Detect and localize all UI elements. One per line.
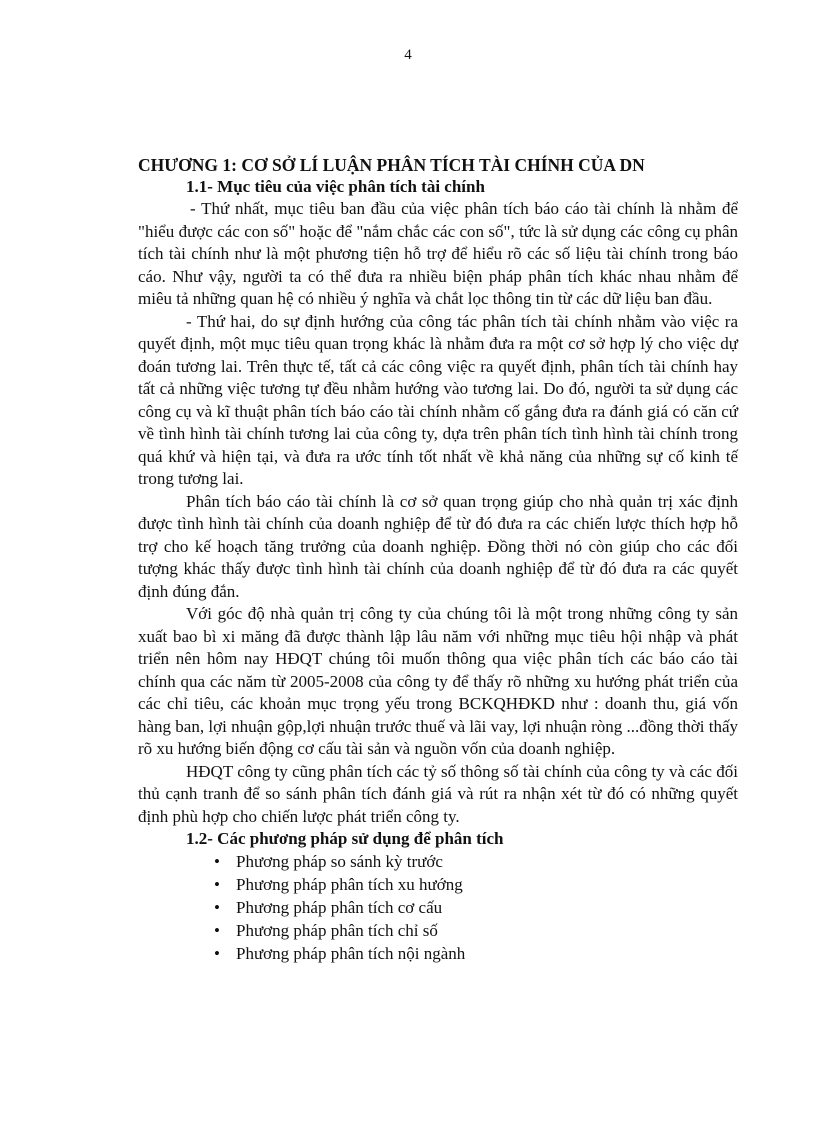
section-1-1-title: 1.1- Mục tiêu của việc phân tích tài chính: [186, 177, 485, 196]
list-item: [214, 896, 738, 919]
section-1-2-title: 1.2- Các phương pháp sử dụng để phân tích: [186, 829, 504, 848]
bullet-icon: •: [214, 852, 220, 871]
chapter-title: CHƯƠNG 1: CƠ SỞ LÍ LUẬN PHÂN TÍCH TÀI CHÍNH CỦA DN: [138, 155, 645, 175]
bullet-icon: •: [214, 921, 220, 940]
list-item: [214, 873, 738, 896]
methods-list: [138, 850, 738, 965]
method-label: Phương pháp phân tích chỉ số: [236, 921, 438, 940]
method-label: Phương pháp phân tích cơ cấu: [236, 898, 443, 917]
method-label: Phương pháp phân tích nội ngành: [236, 944, 466, 963]
page-content: [138, 154, 738, 965]
bullet-icon: •: [214, 898, 220, 917]
paragraph-financial-analysis-basis: Phân tích báo cáo tài chính là cơ sở quan trọng giúp cho nhà quản trị xác định được tình hình tài chính của doanh nghiệp để từ đó đưa ra các chiến lược thích hợp hỗ trợ cho kế hoạch tăng trưởng của doanh nghiệp. Đồng thời nó còn giúp cho các đối tượng khác thấy được tình hình tài chính của doanh nghiệp để từ đó đưa ra các quyết định đúng đắn.: [138, 491, 738, 601]
paragraph-objective-first: - Thứ nhất, mục tiêu ban đầu của việc phân tích báo cáo tài chính là nhằm để "hiểu được các con số" hoặc để "nắm chắc các con số", tức là sử dụng các công cụ phân tích tài chính như là một phương tiện hỗ trợ để hiểu rõ các số liệu tài chính trong báo cáo. Như vậy, người ta có thể đưa ra nhiều biện pháp phân tích khác nhau nhằm để miêu tả những quan hệ có nhiều ý nghĩa và chắt lọc thông tin từ các dữ liệu ban đầu.: [138, 199, 738, 308]
paragraph-management-perspective: Với góc độ nhà quản trị công ty của chúng tôi là một trong những công ty sản xuất bao bì xi măng đã được thành lập lâu năm với những mục tiêu hội nhập và phát triển nên hôm nay HĐQT chúng tôi muốn thông qua việc phân tích các báo cáo tài chính qua các năm từ 2005-2008 của công ty để thấy rõ những xu hướng phát triển của các chỉ tiêu, các khoản mục trọng yếu trong BCKQHĐKD như : doanh thu, giá vốn hàng ban, lợi nhuận gộp,lợi nhuận trước thuế và lãi vay, lợi nhuận ròng ...đồng thời thấy rõ xu hướng biến động cơ cấu tài sản và nguồn vốn của doanh nghiệp.: [138, 604, 738, 758]
method-label: Phương pháp so sánh kỳ trước: [236, 852, 443, 871]
paragraph-objective-second: - Thứ hai, do sự định hướng của công tác phân tích tài chính nhằm vào việc ra quyết định, một mục tiêu quan trọng khác là nhằm đưa ra một cơ sở hợp lý cho việc dự đoán tương lai. Trên thực tế, tất cả các công việc ra quyết định, phân tích tài chính hay tất cả những việc tương tự đều nhằm hướng vào tương lai. Do đó, người ta sử dụng các công cụ và kĩ thuật phân tích báo cáo tài chính nhằm cố gắng đưa ra đánh giá có căn cứ về tình hình tài chính tương lai của công ty, dựa trên phân tích tình hình tài chính trong quá khứ và hiện tại, và đưa ra ước tính tốt nhất về khả năng của những sự cố kinh tế trong tương lai.: [138, 311, 738, 488]
paragraph-ratio-analysis: HĐQT công ty cũng phân tích các tỷ số thông số tài chính của công ty và các đối thủ cạnh tranh để so sánh phân tích đánh giá và rút ra nhận xét từ đó có những quyết định phù hợp cho chiến lược phát triển công ty.: [138, 761, 738, 826]
page-number: 4: [404, 47, 412, 63]
bullet-icon: •: [214, 944, 220, 963]
list-item: [214, 942, 738, 965]
list-item: [214, 850, 738, 873]
method-label: Phương pháp phân tích xu hướng: [236, 875, 463, 894]
bullet-icon: •: [214, 875, 220, 894]
list-item: [214, 919, 738, 942]
